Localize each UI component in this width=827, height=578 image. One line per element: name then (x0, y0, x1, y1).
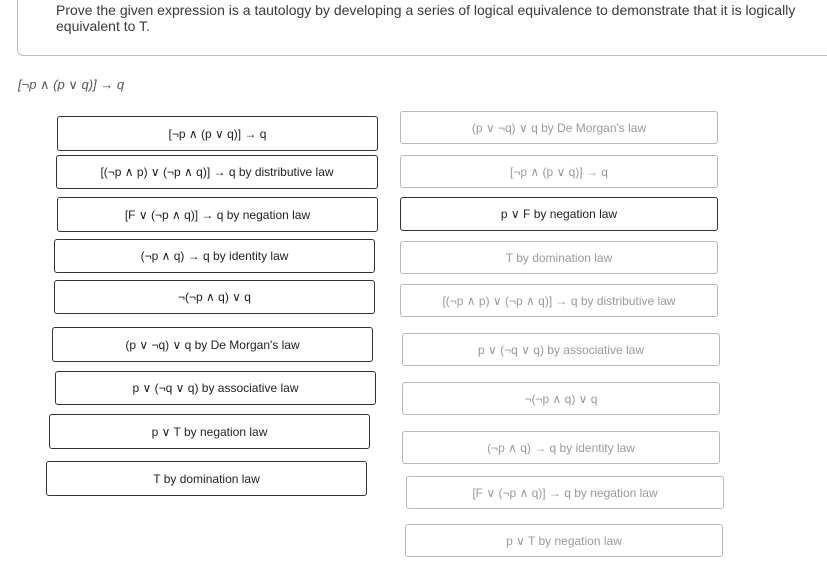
right-option-5-text: [(¬p ∧ p) ∨ (¬p ∧ q)] → q by distributive law (442, 293, 676, 308)
prompt-text: Prove the given expression is a tautology by developing a series of logical equivalence to demonstrate that it is logically equivalent to T. (56, 2, 796, 34)
left-step-9[interactable] (46, 461, 367, 496)
left-step-1-text: [¬p ∧ (p ∨ q)] → q (168, 126, 267, 141)
right-option-7-text: ¬(¬p ∧ q) ∨ q (524, 391, 598, 406)
right-option-9[interactable] (406, 476, 724, 509)
left-step-4[interactable] (54, 239, 375, 273)
right-option-3[interactable] (400, 197, 718, 231)
right-option-7[interactable] (402, 382, 720, 415)
right-option-3-text: p ∨ F by negation law (500, 207, 618, 221)
right-option-5[interactable] (400, 284, 718, 317)
right-option-10[interactable] (405, 524, 723, 557)
left-step-8[interactable] (49, 414, 370, 449)
right-option-8-text: (¬p ∧ q) → q by identity law (487, 440, 635, 455)
right-option-10-text: p ∨ T by negation law (506, 533, 622, 548)
given-expression: [¬p ∧ (p ∨ q)] → q (18, 77, 125, 92)
left-step-6[interactable] (52, 327, 373, 362)
left-step-3[interactable] (57, 197, 378, 232)
left-step-5-text: ¬(¬p ∧ q) ∨ q (178, 290, 251, 304)
left-step-4-text: (¬p ∧ q) → q by identity law (140, 249, 289, 263)
right-option-1-text: (p ∨ ¬q) ∨ q by De Morgan's law (471, 120, 647, 135)
left-step-8-text: p ∨ T by negation law (151, 424, 268, 439)
left-step-2-text: [(¬p ∧ p) ∨ (¬p ∧ q)] → q by distributive law (100, 165, 334, 179)
left-step-7[interactable] (55, 371, 376, 405)
right-option-6[interactable] (402, 333, 720, 366)
left-step-9-text: T by domination law (153, 471, 260, 486)
right-option-8[interactable] (402, 431, 720, 464)
left-step-2[interactable] (56, 155, 378, 189)
right-option-1[interactable] (400, 111, 718, 144)
right-option-4[interactable] (400, 241, 718, 274)
right-option-9-text: [F ∨ (¬p ∧ q)] → q by negation law (472, 485, 658, 500)
right-option-4-text: T by domination law (505, 250, 613, 265)
right-option-2[interactable] (400, 155, 718, 188)
left-step-5[interactable] (54, 280, 375, 314)
left-step-7-text: p ∨ (¬q ∨ q) by associative law (132, 381, 299, 395)
left-step-3-text: [F ∨ (¬p ∧ q)] → q by negation law (124, 207, 311, 222)
right-option-6-text: p ∨ (¬q ∨ q) by associative law (478, 342, 644, 357)
right-option-2-text: [¬p ∧ (p ∨ q)] → q (510, 164, 608, 179)
left-step-1[interactable] (57, 116, 378, 151)
left-step-6-text: (p ∨ ¬q) ∨ q by De Morgan's law (125, 337, 300, 352)
